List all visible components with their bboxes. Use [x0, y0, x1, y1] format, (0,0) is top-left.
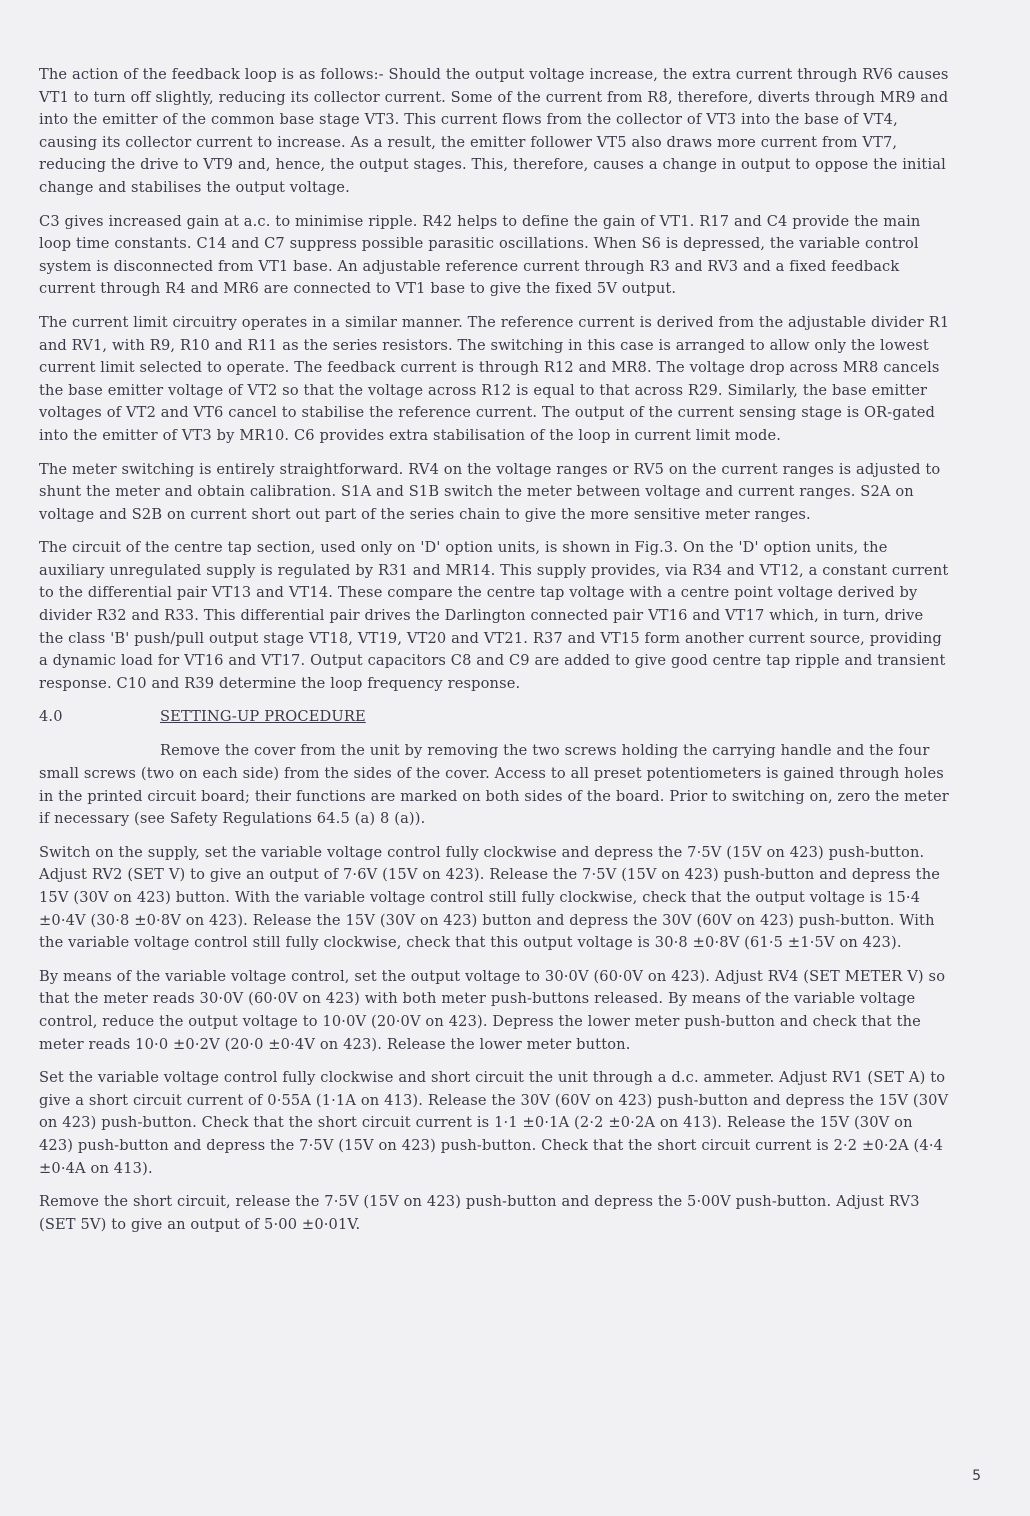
- paragraph-remove-short: Remove the short circuit, release the 7·5V (15V on 423) push-button and depress the 5·00V push-button. Adjust RV3 (SET 5V) to give an output of 5·00 ±0·01V.: [39, 1193, 920, 1233]
- section-heading: [39, 706, 951, 730]
- paragraph-centre-tap: The circuit of the centre tap section, used only on 'D' option units, is shown in Fig.3. On the 'D' option units, the auxiliary unregulated supply is regulated by R31 and MR14. This supply provides, via R34 and VT12, a constant current to the differential pair VT13 and VT14. These compare the centre tap voltage with a centre point voltage derived by divider R32 and R33. This differential pair drives the Darlington connected pair VT16 and VT17 which, in turn, drive the class 'B' push/pull output stage VT18, VT19, VT20 and VT21. R37 and VT15 form another current source, providing a dynamic load for VT16 and VT17. Output capacitors C8 and C9 are added to give good centre tap ripple and transient response. C10 and R39 determine the loop frequency response.: [39, 539, 949, 692]
- paragraph-meter-switching: The meter switching is entirely straightforward. RV4 on the voltage ranges or RV5 on the current ranges is adjusted to shunt the meter and obtain calibration. S1A and S1B switch the meter between voltage and current ranges. S2A on voltage and S2B on current short out part of the series chain to give the more sensitive meter ranges.: [39, 460, 941, 523]
- document-body: [39, 64, 951, 1247]
- paragraph-remove-cover: Remove the cover from the unit by removing the two screws holding the carrying handle and the four small screws (two on each side) from the sides of the cover. Access to all preset potentiometers is gained through holes in the printed circuit board; their functions are marked on both sides of the board. Prior to switching on, zero the meter if necessary (see Safety Regulations 64.5 (a) 8 (a)).: [39, 742, 949, 828]
- paragraph-meter-calibration: By means of the variable voltage control, set the output voltage to 30·0V (60·0V on 423). Adjust RV4 (SET METER V) so that the meter reads 30·0V (60·0V on 423) with both meter push-buttons released. By means of the variable voltage control, reduce the output voltage to 10·0V (20·0V on 423). Depress the lower meter push-button and check that the meter reads 10·0 ±0·2V (20·0 ±0·4V on 423). Release the lower meter button.: [39, 967, 946, 1053]
- paragraph-switch-on: Switch on the supply, set the variable voltage control fully clockwise and depress the 7·5V (15V on 423) push-button. Adjust RV2 (SET V) to give an output of 7·6V (15V on 423). Release the 7·5V (15V on 423) push-button and depress the 15V (30V on 423) button. With the variable voltage control still fully clockwise, check that the output voltage is 15·4 ±0·4V (30·8 ±0·8V on 423). Release the 15V (30V on 423) button and depress the 30V (60V on 423) push-button. With the variable voltage control still fully clockwise, check that this output voltage is 30·8 ±0·8V (61·5 ±1·5V on 423).: [39, 843, 941, 952]
- paragraph-short-circuit: Set the variable voltage control fully clockwise and short circuit the unit through a d.c. ammeter. Adjust RV1 (SET A) to give a short circuit current of 0·55A (1·1A on 413). Release the 30V (60V on 423) push-button and depress the 15V (30V on 423) push-button. Check that the short circuit current is 1·1 ±0·1A (2·2 ±0·2A on 413). Release the 15V (30V on 423) push-button and depress the 7·5V (15V on 423) push-button. Check that the short circuit current is 2·2 ±0·2A (4·4 ±0·4A on 413).: [39, 1069, 949, 1177]
- paragraph-current-limit: The current limit circuitry operates in a similar manner. The reference current is derived from the adjustable divider R1 and RV1, with R9, R10 and R11 as the series resistors. The switching in this case is arranged to allow only the lowest current limit selected to operate. The feedback current is through R12 and MR8. The voltage drop across MR8 cancels the base emitter voltage of VT2 so that the voltage across R12 is equal to that across R29. Similarly, the base emitter voltages of VT2 and VT6 cancel to stabilise the reference current. The output of the current sensing stage is OR-gated into the emitter of VT3 by MR10. C6 provides extra stabilisation of the loop in current limit mode.: [39, 313, 950, 444]
- section-number: 4.0: [39, 708, 63, 726]
- page-number: 5: [972, 1468, 981, 1484]
- section-title: SETTING-UP PROCEDURE: [160, 708, 366, 726]
- paragraph-feedback-loop: The action of the feedback loop is as follows:- Should the output voltage increase, the extra current through RV6 causes VT1 to turn off slightly, reducing its collector current. Some of the current from R8, therefore, diverts through MR9 and into the emitter of the common base stage VT3. This current flows from the collector of VT3 into the base of VT4, causing its collector current to increase. As a result, the emitter follower VT5 also draws more current from VT7, reducing the drive to VT9 and, hence, the output stages. This, therefore, causes a change in output to oppose the initial change and stabilises the output voltage.: [39, 66, 949, 196]
- paragraph-ripple-gain: C3 gives increased gain at a.c. to minimise ripple. R42 helps to define the gain of VT1. R17 and C4 provide the main loop time constants. C14 and C7 suppress possible parasitic oscillations. When S6 is depressed, the variable control system is disconnected from VT1 base. An adjustable reference current through R3 and RV3 and a fixed feedback current through R4 and MR6 are connected to VT1 base to give the fixed 5V output.: [39, 212, 921, 298]
